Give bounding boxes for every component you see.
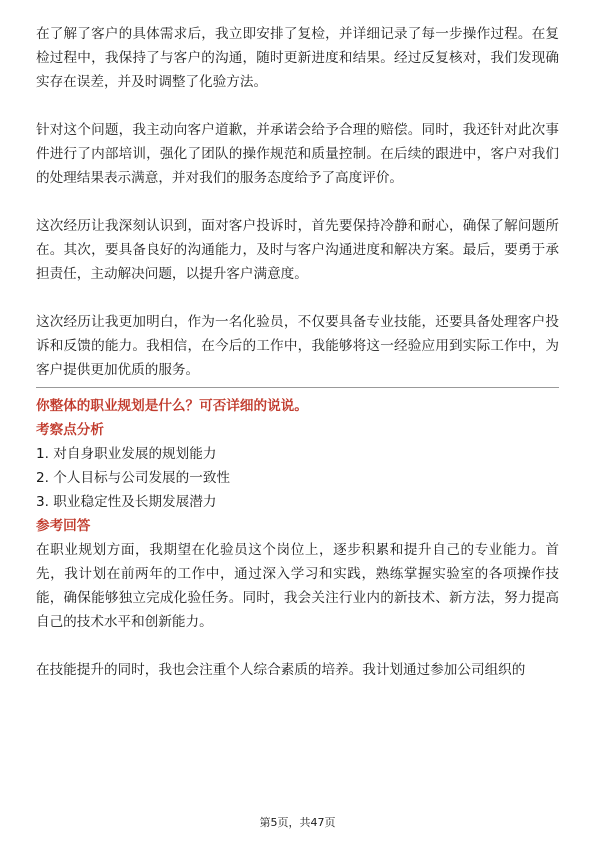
paragraph-gap xyxy=(36,634,559,658)
paragraph-gap xyxy=(36,94,559,118)
body-paragraph: 这次经历让我更加明白，作为一名化验员，不仅要具备专业技能，还要具备处理客户投诉和反馈的能力。我相信，在今后的工作中，我能够将这一经验应用到实际工作中，为客户提供更加优质的服务。 xyxy=(36,314,559,378)
analysis-title: 考察点分析 xyxy=(36,422,104,438)
body-paragraph: 这次经历让我深刻认识到，面对客户投诉时，首先要保持冷静和耐心，确保了解问题所在。其次，要具备良好的沟通能力，及时与客户沟通进度和解决方案。最后，要勇于承担责任，主动解决问题，以提升客户满意度。 xyxy=(36,218,559,282)
analysis-list xyxy=(36,442,559,514)
answer-paragraph: 在技能提升的同时，我也会注重个人综合素质的培养。我计划通过参加公司组织的 xyxy=(36,662,526,678)
document-page xyxy=(36,22,559,682)
question-heading: 你整体的职业规划是什么？可否详细的说说。 xyxy=(36,398,308,414)
list-item: 3. 职业稳定性及长期发展潜力 xyxy=(36,494,217,510)
answer-paragraph: 在职业规划方面，我期望在化验员这个岗位上，逐步积累和提升自己的专业能力。首先，我计划在前两年的工作中，通过深入学习和实践，熟练掌握实验室的各项操作技能，确保能够独立完成化验任务。同时，我会关注行业内的新技术、新方法，努力提高自己的技术水平和创新能力。 xyxy=(36,542,559,630)
list-item: 1. 对自身职业发展的规划能力 xyxy=(36,446,217,462)
answer-title: 参考回答 xyxy=(36,518,91,534)
paragraph-gap xyxy=(36,190,559,214)
page-footer: 第5页，共47页 xyxy=(259,816,336,829)
body-paragraph: 针对这个问题，我主动向客户道歉，并承诺会给予合理的赔偿。同时，我还针对此次事件进行了内部培训，强化了团队的操作规范和质量控制。在后续的跟进中，客户对我们的处理结果表示满意，并对我们的服务态度给予了高度评价。 xyxy=(36,122,559,186)
paragraph-gap xyxy=(36,286,559,310)
section-divider xyxy=(36,387,559,388)
body-paragraph: 在了解了客户的具体需求后，我立即安排了复检，并详细记录了每一步操作过程。在复检过程中，我保持了与客户的沟通，随时更新进度和结果。经过反复核对，我们发现确实存在误差，并及时调整了化验方法。 xyxy=(36,26,559,90)
list-item: 2. 个人目标与公司发展的一致性 xyxy=(36,470,231,486)
